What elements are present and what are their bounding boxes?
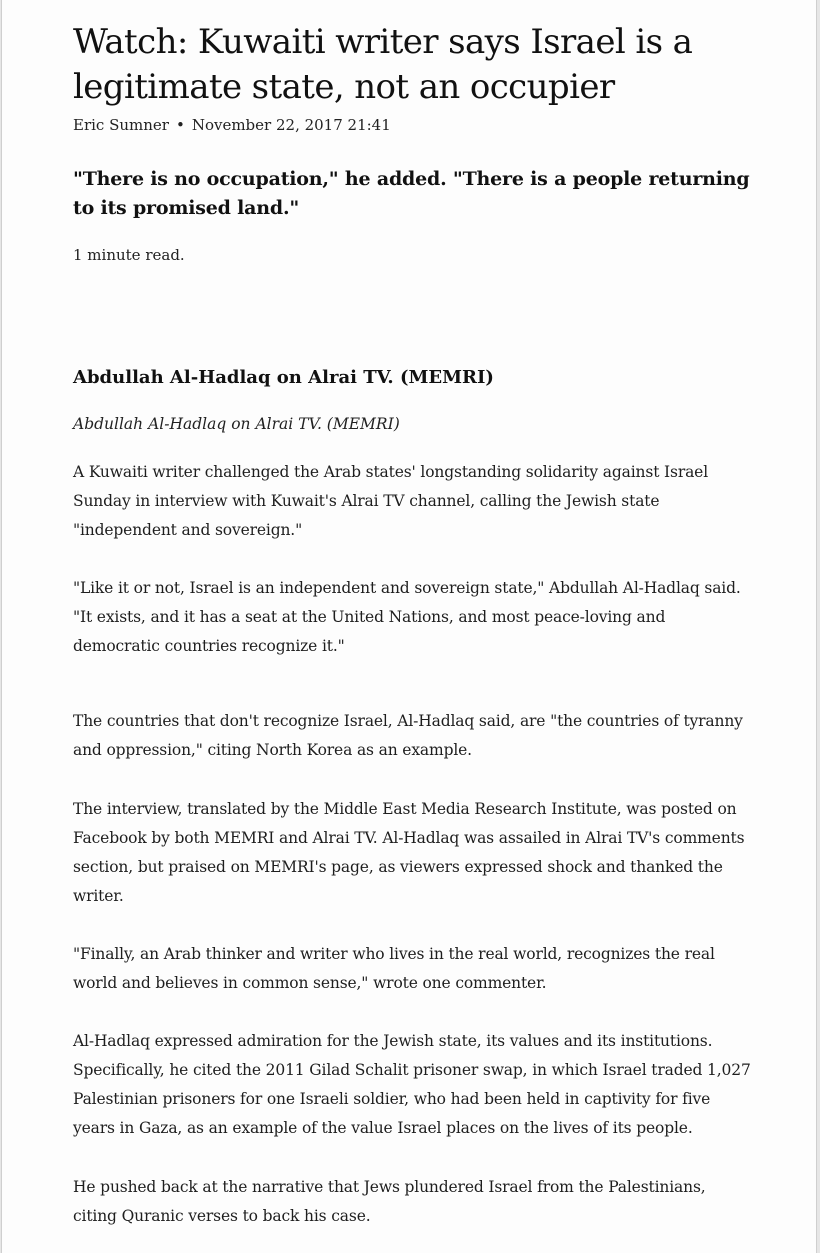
author-name[interactable]: Eric Sumner — [73, 116, 169, 134]
article-paragraph-4: The interview, translated by the Middle East Media Research Institute, was posted on Facebook by both MEMRI and Alrai TV. Al-Hadlaq was assailed in Alrai TV's comments section, but praised on MEMRI's page, as viewers expressed shock and thanked the writer. — [73, 800, 745, 905]
article-paragraph-1: A Kuwaiti writer challenged the Arab states' longstanding solidarity against Israel Sunday in interview with Kuwait's Alrai TV channel, calling the Jewish state "independent and sovereign." — [73, 463, 709, 539]
reader-page — [1, 0, 817, 1253]
publish-date: November 22, 2017 21:41 — [191, 116, 391, 134]
article-title: Watch: Kuwaiti writer says Israel is a legitimate state, not an occupier — [73, 22, 693, 107]
image-caption: Abdullah Al-Hadlaq on Alrai TV. (MEMRI) — [73, 415, 400, 433]
image-caption-heading: Abdullah Al-Hadlaq on Alrai TV. (MEMRI) — [73, 367, 494, 388]
read-time: 1 minute read. — [73, 246, 185, 264]
article-paragraph-2: "Like it or not, Israel is an independent and sovereign state," Abdullah Al-Hadlaq said. "It exists, and it has a seat at the United Nations, and most peace-loving and democratic countries recognize it." — [73, 579, 741, 655]
article-subtitle: "There is no occupation," he added. "There is a people returning to its promised land." — [73, 168, 750, 219]
article-paragraph-5: "Finally, an Arab thinker and writer who lives in the real world, recognizes the real world and believes in common sense," wrote one commenter. — [73, 945, 715, 992]
article-paragraph-3: The countries that don't recognize Israel, Al-Hadlaq said, are "the countries of tyranny and oppression," citing North Korea as an example. — [73, 712, 743, 759]
article-paragraph-7: He pushed back at the narrative that Jews plundered Israel from the Palestinians, citing Quranic verses to back his case. — [73, 1178, 706, 1225]
byline — [73, 114, 391, 136]
byline-separator: • — [175, 116, 185, 134]
article-paragraph-6: Al-Hadlaq expressed admiration for the Jewish state, its values and its institutions. Specifically, he cited the 2011 Gilad Schalit prisoner swap, in which Israel traded 1,027 Palestinian prisoners for one Israeli soldier, who had been held in captivity for five years in Gaza, as an example of the value Israel places on the lives of its people. — [73, 1032, 751, 1137]
